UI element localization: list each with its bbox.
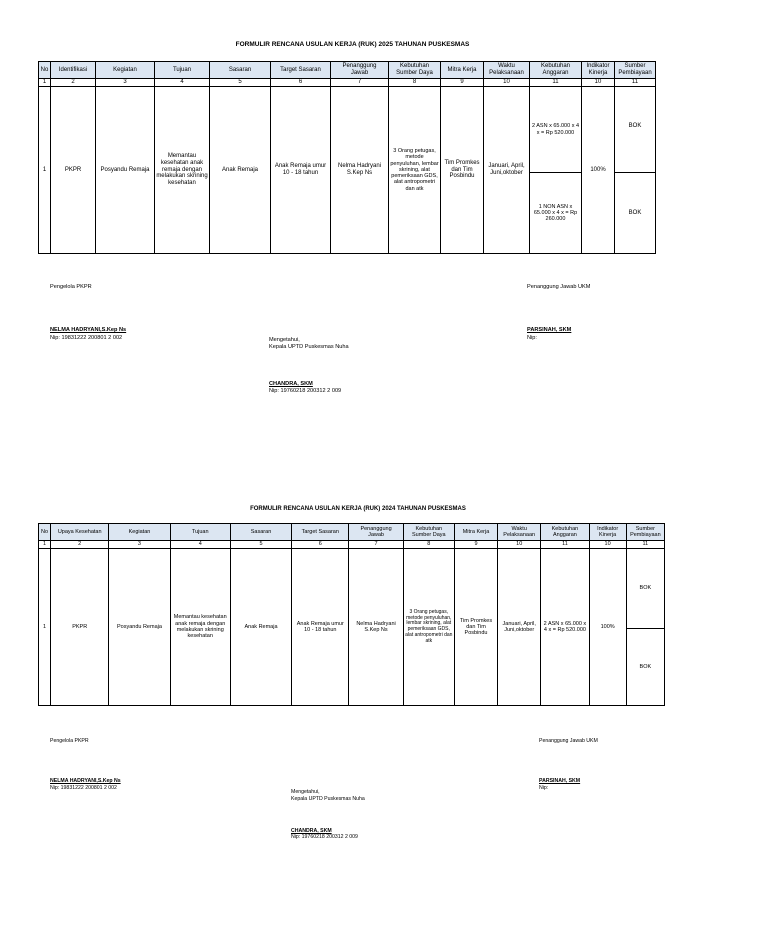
cell-penanggung-jawab: Nelma Hadryani S.Kep Ns [331,87,389,254]
cell-identifikasi: PKPR [51,87,96,254]
cell-anggaran: 1 NON ASN x 65.000 x 4 x = Rp 260.000 [530,173,582,254]
signature-nip: Nip: [527,334,537,341]
header-cell: Upaya Kesehatan [51,524,109,541]
cell-mitra-kerja: Tim Promkes dan Tim Posbindu [441,87,484,254]
column-number: 5 [210,79,271,87]
column-number: 2 [51,79,96,87]
column-number: 6 [271,79,331,87]
cell-penanggung-jawab: Nelma Hadryani S.Kep Ns [349,549,403,706]
header-row [39,524,665,541]
signature-name: NELMA HADRYANI,S.Kep Ns [50,777,121,784]
signature-center [291,789,365,841]
table-row [39,87,656,173]
column-number: 1 [39,541,51,549]
cell-target-sasaran: Anak Remaja umur 10 - 18 tahun [292,549,349,706]
column-number: 10 [582,79,615,87]
cell-indikator: 100% [582,87,615,254]
signature-role: Penanggung Jawab UKM [527,284,591,290]
column-number: 3 [109,541,170,549]
signature-role: Penanggung Jawab UKM [539,738,598,744]
cell-target-sasaran: Anak Remaja umur 10 - 18 tahun [271,87,331,254]
column-number: 9 [441,79,484,87]
column-number: 10 [498,541,541,549]
ruk-table-2024 [38,523,665,706]
header-cell: Target Sasaran [271,62,331,79]
header-cell: Penanggung Jawab [349,524,403,541]
table-row [39,549,665,629]
cell-kebutuhan-sumber-daya: 3 Orang petugas, metode penyuluhan, lembar skrining, alat pemeriksaan GDS, alat antropometri dan atk [403,549,454,706]
cell-no: 1 [39,549,51,706]
cell-kebutuhan-sumber-daya: 3 Orang petugas, metode penyuluhan, lembar skrining, alat pemeriksaan GDS, alat antropometri dan atk [389,87,441,254]
cell-sumber-pembiayaan: BOK [626,629,664,706]
cell-kegiatan: Posyandu Remaja [109,549,170,706]
column-number: 1 [39,79,51,87]
cell-sasaran: Anak Remaja [210,87,271,254]
header-cell: No [39,524,51,541]
header-cell: Mitra Kerja [441,62,484,79]
signature-name: CHANDRA, SKM [291,827,332,834]
signature-center [269,337,349,395]
header-cell: Kegiatan [109,524,170,541]
header-cell: Kebutuhan Anggaran [530,62,582,79]
signature-role: Pengelola PKPR [50,284,92,290]
column-number: 8 [389,79,441,87]
header-cell: Waktu Pelaksanaan [498,524,541,541]
cell-tujuan: Memantau kesehatan anak remaja dengan melakukan skrining kesehatan [155,87,210,254]
column-number: 7 [331,79,389,87]
header-cell: Tujuan [155,62,210,79]
signature-name: PARSINAH, SKM [539,777,581,784]
header-cell: No [39,62,51,79]
cell-sumber-pembiayaan: BOK [615,87,656,173]
column-number: 9 [454,541,497,549]
header-cell: Kegiatan [96,62,155,79]
column-number: 8 [403,541,454,549]
cell-indikator: 100% [589,549,626,706]
header-cell: Mitra Kerja [454,524,497,541]
column-number-row [39,79,656,87]
column-number: 11 [626,541,664,549]
header-cell: Kebutuhan Anggaran [541,524,589,541]
signature-nip: Nip: 19760218 200312 2 009 [269,387,342,394]
signature-line: Mengetahui, [291,789,320,795]
signature-nip: Nip: 19760218 200312 2 009 [291,834,358,841]
column-number: 2 [51,541,109,549]
signature-role: Pengelola PKPR [50,738,89,744]
header-cell: Sumber Pembiayaan [615,62,656,79]
signature-line: Kepala UPTD Puskesmas Nuha [291,795,365,802]
column-number: 7 [349,541,403,549]
cell-sumber-pembiayaan: BOK [626,549,664,629]
column-number: 5 [230,541,291,549]
header-cell: Indikator Kinerja [589,524,626,541]
header-cell: Kebutuhan Sumber Daya [403,524,454,541]
signature-name: CHANDRA, SKM [269,380,313,387]
cell-sasaran: Anak Remaja [230,549,291,706]
signature-right [527,284,590,342]
form-title-2024: FORMULIR RENCANA USULAN KERJA (RUK) 2024 TAHUNAN PUSKESMAS [250,506,466,512]
header-cell: Waktu Pelaksanaan [484,62,530,79]
cell-anggaran: 2 ASN x 65.000 x 4 x = Rp 520.000 [530,87,582,173]
header-cell: Sasaran [230,524,291,541]
cell-waktu: Januari, April, Juni,oktober [498,549,541,706]
cell-tujuan: Memantau kesehatan anak remaja dengan melakukan skrining kesehatan [170,549,230,706]
column-number: 6 [292,541,349,549]
cell-sumber-pembiayaan: BOK [615,173,656,254]
header-cell: Indikator Kinerja [582,62,615,79]
signature-nip: Nip: [539,784,549,791]
header-cell: Tujuan [170,524,230,541]
signature-nip: Nip: 19831222 200801 2 002 [50,784,117,791]
signature-name: NELMA HADRYANI,S.Kep Ns [50,327,127,334]
signature-right [539,738,598,791]
header-cell: Penanggung Jawab [331,62,389,79]
column-number: 11 [541,541,589,549]
column-number: 10 [484,79,530,87]
header-cell: Sasaran [210,62,271,79]
column-number: 3 [96,79,155,87]
ruk-table-2025 [38,61,656,254]
cell-upaya-kesehatan: PKPR [51,549,109,706]
column-number: 11 [615,79,656,87]
header-cell: Identifikasi [51,62,96,79]
signature-left [50,738,121,791]
column-number: 11 [530,79,582,87]
header-cell: Target Sasaran [292,524,349,541]
signature-left [50,284,126,342]
header-cell: Sumber Pembiayaan [626,524,664,541]
cell-anggaran: 2 ASN x 65.000 x 4 x = Rp 520.000 [541,549,589,706]
column-number: 4 [155,79,210,87]
column-number: 10 [589,541,626,549]
cell-waktu: Januari, April, Juni,oktober [484,87,530,254]
form-title-2025: FORMULIR RENCANA USULAN KERJA (RUK) 2025 TAHUNAN PUSKESMAS [235,41,470,48]
signature-line: Mengetahui, [269,337,300,343]
header-row [39,62,656,79]
cell-no: 1 [39,87,51,254]
column-number-row [39,541,665,549]
signature-nip: Nip: 19831222 200801 2 002 [50,334,123,341]
signature-name: PARSINAH, SKM [527,327,572,334]
signature-line: Kepala UPTD Puskesmas Nuha [269,344,349,351]
column-number: 4 [170,541,230,549]
header-cell: Kebutuhan Sumber Daya [389,62,441,79]
cell-mitra-kerja: Tim Promkes dan Tim Posbindu [454,549,497,706]
cell-kegiatan: Posyandu Remaja [96,87,155,254]
